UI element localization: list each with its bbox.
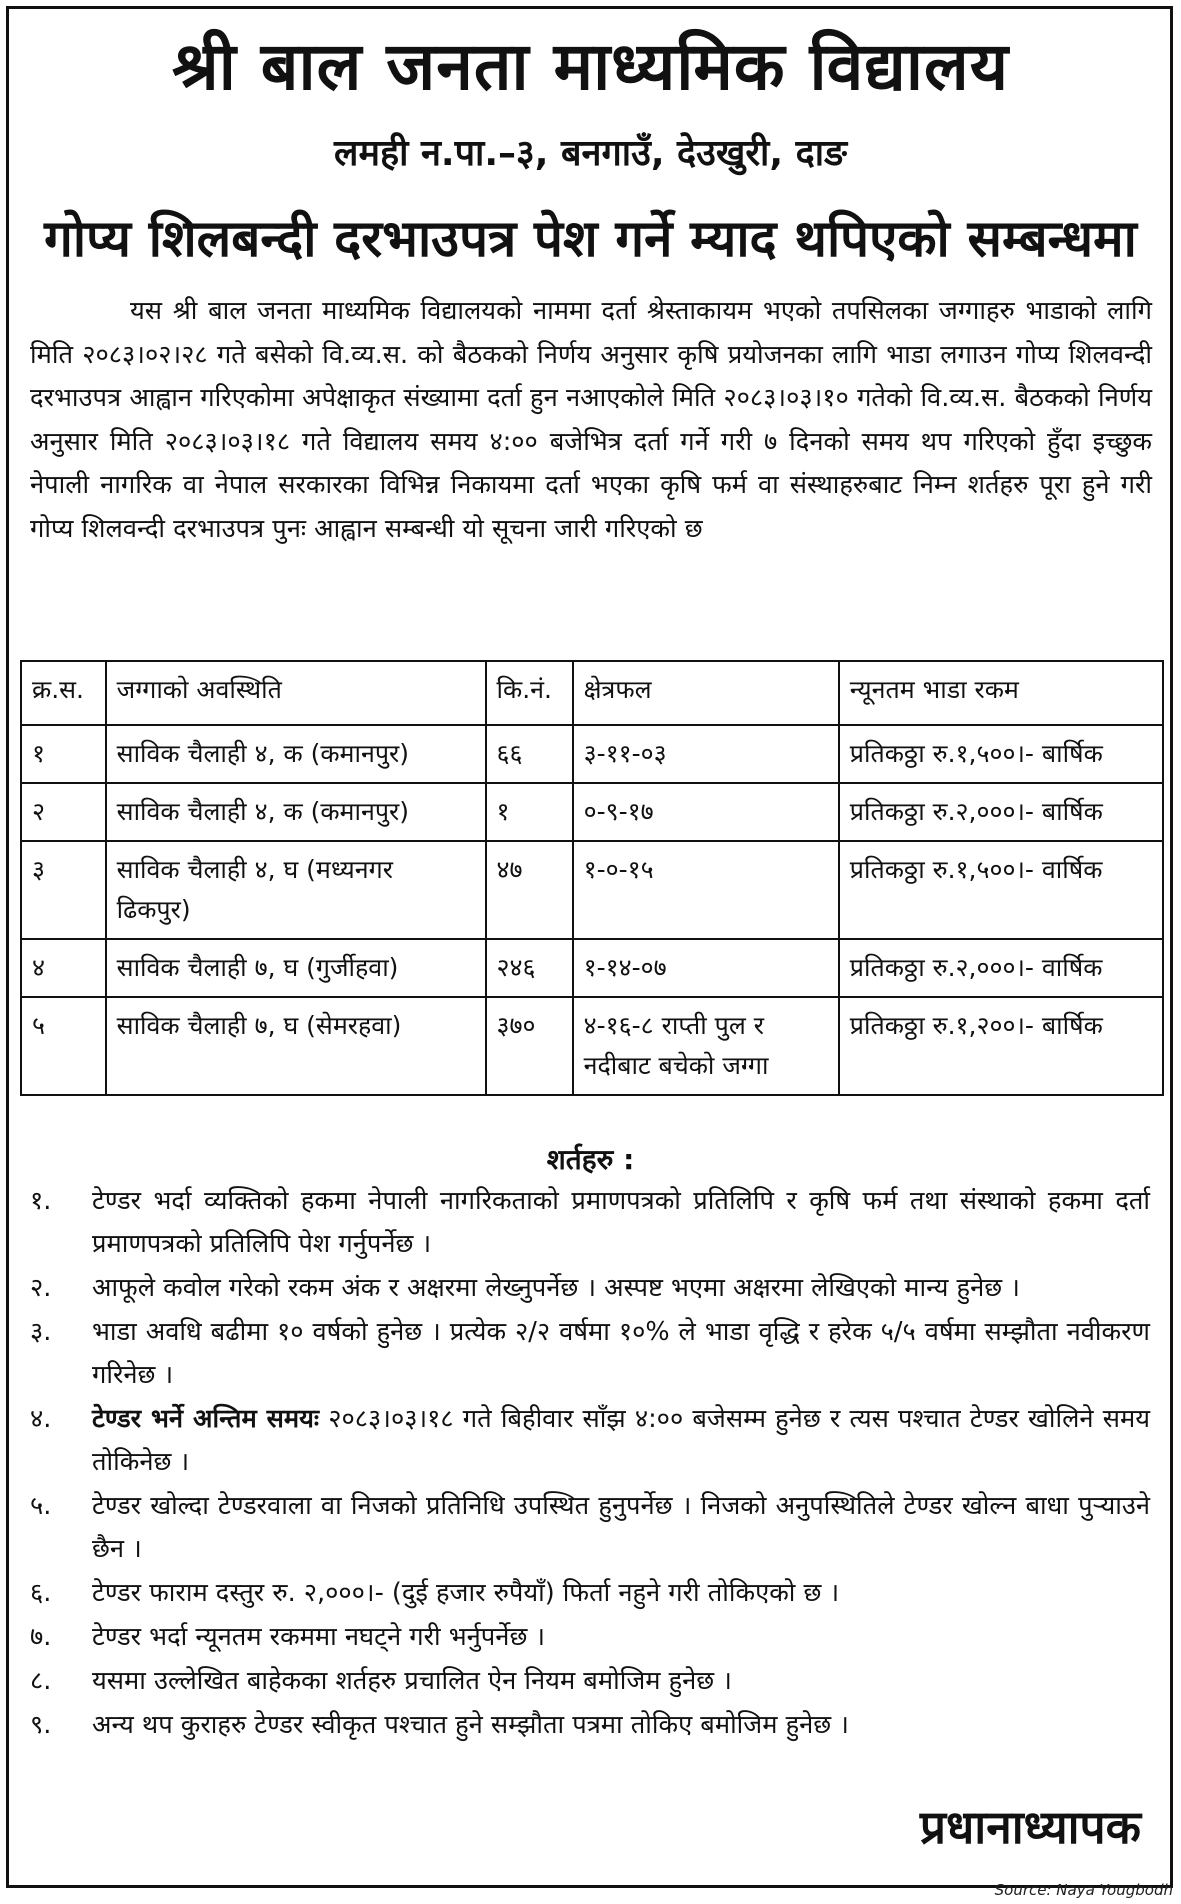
intro-paragraph: यस श्री बाल जनता माध्यमिक विद्यालयको नाममा दर्ता श्रेस्ताकायम भएको तपसिलका जग्गाहरु भाडाको लागि मिति २०८३।०२।२८ गते बसेको वि.व्य.स. को बैठकको निर्णय अनुसार कृषि प्रयोजनका लागि भाडा लगाउन गोप्य शिलवन्दी दरभाउपत्र आह्वान गरिएकोमा अपेक्षाकृत संख्यामा दर्ता हुन नआएकोले मिति २०८३।०३।१० गतेको वि.व्य.स. बैठकको निर्णय अनुसार मिति २०८३।०३।१८ गते विद्यालय समय ४:०० बजेभित्र दर्ता गर्ने गरी ७ दिनको समय थप गरिएको हुँदा इच्छुक नेपाली नागरिक वा नेपाल सरकारका विभिन्न निकायमा दर्ता भएका कृषि फर्म वा संस्थाहरुबाट निम्न शर्तहरु पूरा हुने गरी गोप्य शिलवन्दी दरभाउपत्र पुनः आह्वान सम्बन्धी यो सूचना जारी गरिएको छ bbox=[30, 296, 1152, 544]
cell-serial: ५ bbox=[21, 997, 106, 1095]
terms-list bbox=[30, 1180, 1150, 1748]
term-text: यसमा उल्लेखित बाहेकका शर्तहरु प्रचालित ऐन नियम बमोजिम हुनेछ । bbox=[92, 1666, 732, 1696]
term-number: ४. bbox=[30, 1404, 52, 1434]
term-text: २०८३।०३।१८ गते बिहीवार साँझ ४:०० बजेसम्म हुनेछ र त्यस पश्चात टेण्डर खोलिने समय तोकिनेछ । bbox=[92, 1404, 1150, 1477]
table-row bbox=[21, 997, 1163, 1095]
table-row bbox=[21, 725, 1163, 783]
term-item bbox=[30, 1180, 1150, 1266]
table-row bbox=[21, 841, 1163, 939]
cell-serial: ४ bbox=[21, 939, 106, 997]
term-item bbox=[30, 1572, 1150, 1615]
cell-min-rent: प्रतिकठ्ठा रु.२,०००।- बार्षिक bbox=[839, 783, 1163, 841]
term-text: टेण्डर भर्दा व्यक्तिको हकमा नेपाली नागरिकताको प्रमाणपत्रको प्रतिलिपि र कृषि फर्म तथा संस्थाको हकमा दर्ता प्रमाणपत्रको प्रतिलिपि पेश गर्नुपर्नेछ । bbox=[92, 1186, 1150, 1259]
term-item bbox=[30, 1616, 1150, 1659]
term-item bbox=[30, 1704, 1150, 1747]
term-number: ३. bbox=[30, 1317, 52, 1347]
terms-heading: शर्तहरु : bbox=[546, 1143, 635, 1176]
term-item bbox=[30, 1267, 1150, 1310]
signature-title: प्रधानाध्यापक bbox=[919, 1800, 1141, 1854]
cell-location: साविक चैलाही ४, क (कमानपुर) bbox=[106, 783, 486, 841]
table-row bbox=[21, 783, 1163, 841]
header-location: जग्गाको अवस्थिति bbox=[106, 661, 486, 725]
term-item bbox=[30, 1660, 1150, 1703]
land-table bbox=[20, 660, 1164, 1096]
cell-serial: २ bbox=[21, 783, 106, 841]
term-bold-label: टेण्डर भर्ने अन्तिम समयः bbox=[92, 1404, 320, 1434]
cell-location: साविक चैलाही ४, घ (मध्यनगर ढिकपुर) bbox=[106, 841, 486, 939]
term-text: अन्य थप कुराहरु टेण्डर स्वीकृत पश्चात हुने सम्झौता पत्रमा तोकिए बमोजिम हुनेछ । bbox=[92, 1710, 849, 1740]
term-number: ५. bbox=[30, 1491, 52, 1521]
cell-min-rent: प्रतिकठ्ठा रु.१,५००।- बार्षिक bbox=[839, 725, 1163, 783]
term-number: ९. bbox=[30, 1710, 52, 1740]
term-number: ८. bbox=[30, 1666, 52, 1696]
header-area: क्षेत्रफल bbox=[573, 661, 839, 725]
cell-plot-no: ४७ bbox=[486, 841, 573, 939]
cell-plot-no: २४६ bbox=[486, 939, 573, 997]
source-credit: Source: Naya Yougbodh bbox=[994, 1881, 1173, 1899]
header-plot-no: कि.नं. bbox=[486, 661, 573, 725]
term-number: २. bbox=[30, 1273, 52, 1303]
term-item bbox=[30, 1485, 1150, 1571]
cell-min-rent: प्रतिकठ्ठा रु.१,२००।- बार्षिक bbox=[839, 997, 1163, 1095]
header-min-rent: न्यूनतम भाडा रकम bbox=[839, 661, 1163, 725]
cell-area: १-०-१५ bbox=[573, 841, 839, 939]
term-text: टेण्डर भर्दा न्यूनतम रकममा नघट्ने गरी भर्नुपर्नेछ । bbox=[92, 1622, 546, 1652]
school-address: लमही न.पा.–३, बनगाउँ, देउखुरी, दाङ bbox=[334, 133, 847, 174]
cell-area: ४-१६-८ राप्ती पुल र नदीबाट बचेको जग्गा bbox=[573, 997, 839, 1095]
term-text: टेण्डर खोल्दा टेण्डरवाला वा निजको प्रतिनिधि उपस्थित हुनुपर्नेछ । निजको अनुपस्थितिले टेण्डर खोल्न बाधा पुऱ्याउने छैन । bbox=[92, 1491, 1150, 1564]
term-text: आफूले कवोल गरेको रकम अंक र अक्षरमा लेख्नुपर्नेछ । अस्पष्ट भएमा अक्षरमा लेखिएको मान्य हुनेछ । bbox=[92, 1273, 1020, 1303]
notice-subject: गोप्य शिलबन्दी दरभाउपत्र पेश गर्ने म्याद थपिएको सम्बन्धमा bbox=[44, 210, 1137, 269]
cell-plot-no: १ bbox=[486, 783, 573, 841]
cell-location: साविक चैलाही ४, क (कमानपुर) bbox=[106, 725, 486, 783]
term-text: टेण्डर फाराम दस्तुर रु. २,०००।- (दुई हजार रुपैयाँ) फिर्ता नहुने गरी तोकिएको छ । bbox=[92, 1578, 840, 1608]
cell-serial: ३ bbox=[21, 841, 106, 939]
table-header-row bbox=[21, 661, 1163, 725]
header-serial: क्र.स. bbox=[21, 661, 106, 725]
cell-area: १-१४-०७ bbox=[573, 939, 839, 997]
term-item bbox=[30, 1398, 1150, 1484]
cell-serial: १ bbox=[21, 725, 106, 783]
term-text: भाडा अवधि बढीमा १० वर्षको हुनेछ । प्रत्येक २/२ वर्षमा १०% ले भाडा वृद्धि र हरेक ५/५ वर्षमा सम्झौता नवीकरण गरिनेछ । bbox=[92, 1317, 1150, 1390]
cell-location: साविक चैलाही ७, घ (सेमरहवा) bbox=[106, 997, 486, 1095]
term-item bbox=[30, 1311, 1150, 1397]
cell-area: ३-११-०३ bbox=[573, 725, 839, 783]
cell-min-rent: प्रतिकठ्ठा रु.१,५००।- वार्षिक bbox=[839, 841, 1163, 939]
cell-location: साविक चैलाही ७, घ (गुर्जीहवा) bbox=[106, 939, 486, 997]
table-row bbox=[21, 939, 1163, 997]
school-name: श्री बाल जनता माध्यमिक विद्यालय bbox=[172, 28, 1009, 105]
term-number: ७. bbox=[30, 1622, 52, 1652]
cell-area: ०-९-१७ bbox=[573, 783, 839, 841]
term-number: १. bbox=[30, 1186, 52, 1216]
cell-min-rent: प्रतिकठ्ठा रु.२,०००।- वार्षिक bbox=[839, 939, 1163, 997]
cell-plot-no: ३७० bbox=[486, 997, 573, 1095]
cell-plot-no: ६६ bbox=[486, 725, 573, 783]
term-number: ६. bbox=[30, 1578, 52, 1608]
